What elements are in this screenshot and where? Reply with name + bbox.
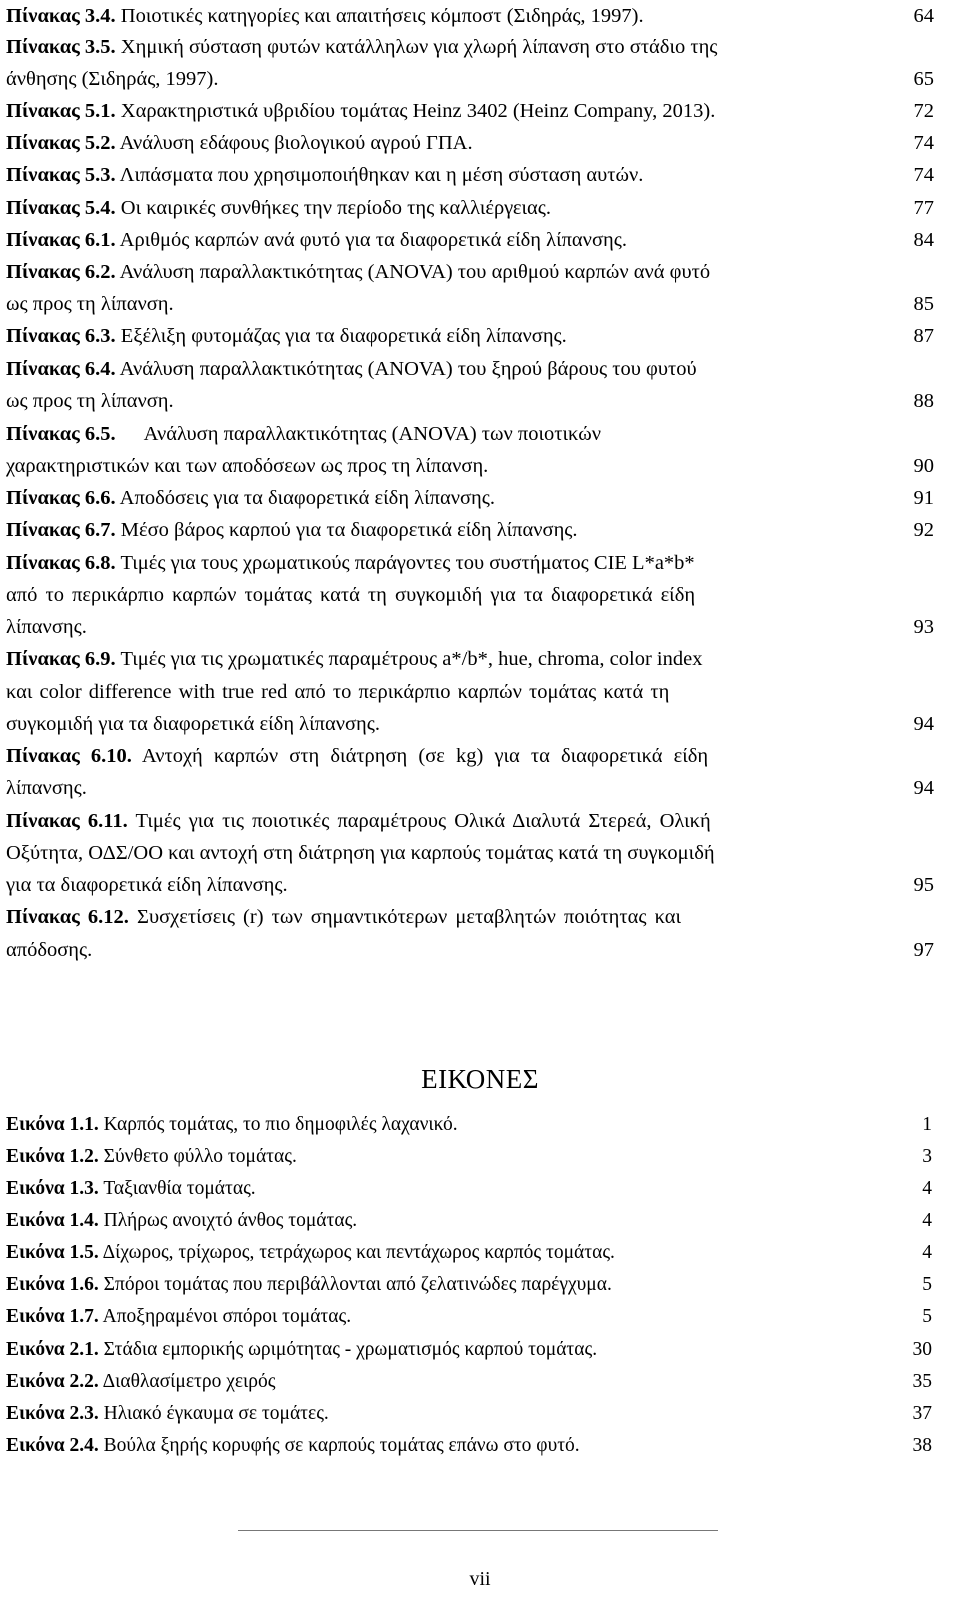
entry-label: Πίνακας 5.3. <box>6 164 116 186</box>
entry-title: Αντοχή καρπών στη διάτρηση (σε kg) για τα διαφορετικά είδη <box>141 745 709 767</box>
entry-title: Ανάλυση εδάφους βιολογικού αγρού ΓΠΑ. <box>119 132 473 154</box>
page-ref: 1 <box>922 1114 932 1135</box>
toc-entry-continuation <box>0 869 960 901</box>
entry-label: Εικόνα 1.4. <box>6 1210 99 1231</box>
toc-entry-continuation <box>0 676 960 708</box>
toc-entry[interactable] <box>0 1398 960 1430</box>
entry-label: Πίνακας 6.2. <box>6 261 116 283</box>
toc-entry[interactable] <box>0 1205 960 1237</box>
page-ref: 38 <box>912 1435 932 1456</box>
page-ref: 84 <box>913 229 934 251</box>
entry-title: Σύνθετο φύλλο τομάτας. <box>103 1146 297 1167</box>
toc-entry-continuation <box>0 450 960 482</box>
entry-label: Πίνακας 6.1. <box>6 229 116 251</box>
toc-entry[interactable] <box>0 1109 960 1141</box>
entry-title: Οι καιρικές συνθήκες την περίοδο της καλλιέργειας. <box>120 197 551 219</box>
entry-title: Στάδια εμπορικής ωριμότητας - χρωματισμός καρπού τομάτας. <box>103 1339 598 1360</box>
toc-entry[interactable] <box>0 127 960 159</box>
toc-entry-continuation <box>0 63 960 95</box>
entry-title-cont: Οξύτητα, ΟΔΣ/ΟΟ και αντοχή στη διάτρηση για καρπούς τομάτας κατά τη συγκομιδή <box>6 842 715 864</box>
entry-title: Χαρακτηριστικά υβριδίου τομάτας Heinz 3402 (Heinz Company, 2013). <box>120 100 716 122</box>
toc-entry[interactable] <box>0 514 960 546</box>
toc-entry-continuation <box>0 611 960 643</box>
toc-entry[interactable] <box>0 740 960 772</box>
toc-entry[interactable] <box>0 224 960 256</box>
entry-label: Πίνακας 6.7. <box>6 519 116 541</box>
toc-entry-continuation <box>0 708 960 740</box>
entry-title-cont: από το περικάρπιο καρπών τομάτας κατά τη συγκομιδή για τα διαφορετικά είδη <box>6 584 696 606</box>
toc-entry[interactable] <box>0 1173 960 1205</box>
entry-title-cont: ως προς τη λίπανση. <box>6 390 174 412</box>
entry-title-cont: απόδοσης. <box>6 939 93 961</box>
toc-entry[interactable] <box>0 256 960 288</box>
entry-label: Πίνακας 6.4. <box>6 358 116 380</box>
entry-label: Εικόνα 1.3. <box>6 1178 99 1199</box>
page-ref: 94 <box>913 777 934 799</box>
entry-title: Δίχωρος, τρίχωρος, τετράχωρος και πεντάχωρος καρπός τομάτας. <box>102 1242 615 1263</box>
entry-title-cont: λίπανσης. <box>6 616 87 638</box>
entry-title-cont: χαρακτηριστικών και των αποδόσεων ως προς τη λίπανση. <box>6 455 489 477</box>
page-ref: 74 <box>913 164 934 186</box>
entry-title: Λιπάσματα που χρησιμοποιήθηκαν και η μέση σύσταση αυτών. <box>119 164 644 186</box>
toc-entry[interactable] <box>0 353 960 385</box>
toc-entry-continuation <box>0 385 960 417</box>
toc-entry[interactable] <box>0 901 960 933</box>
toc-entry[interactable] <box>0 1430 960 1462</box>
toc-entry[interactable] <box>0 95 960 127</box>
toc-entry[interactable] <box>0 1366 960 1398</box>
entry-title: Ανάλυση παραλλακτικότητας (ANOVA) του ξηρού βάρους του φυτού <box>119 358 697 380</box>
page-ref: 5 <box>922 1274 932 1295</box>
entry-title: Ταξιανθία τομάτας. <box>103 1178 256 1199</box>
toc-entry-continuation <box>0 837 960 869</box>
entry-label: Πίνακας 5.1. <box>6 100 116 122</box>
toc-entry[interactable] <box>0 482 960 514</box>
toc-entry[interactable] <box>0 418 960 450</box>
toc-entry-continuation <box>0 288 960 320</box>
page-ref: 94 <box>913 713 934 735</box>
entry-label: Εικόνα 1.7. <box>6 1306 99 1327</box>
toc-entry-continuation <box>0 772 960 804</box>
section-heading-figures: ΕΙΚΟΝΕΣ <box>421 1064 539 1094</box>
page-number: vii <box>469 1568 491 1590</box>
toc-entry[interactable] <box>0 192 960 224</box>
toc-entry-continuation <box>0 934 960 966</box>
entry-title: Βούλα ξηρής κορυφής σε καρπούς τομάτας επάνω στο φυτό. <box>103 1435 580 1456</box>
entry-label: Εικόνα 2.1. <box>6 1339 99 1360</box>
entry-label: Πίνακας 5.2. <box>6 132 116 154</box>
page-ref: 5 <box>922 1306 932 1327</box>
entry-title: Καρπός τομάτας, το πιο δημοφιλές λαχανικό. <box>103 1114 458 1135</box>
entry-label: Εικόνα 2.2. <box>6 1371 99 1392</box>
entry-label: Πίνακας 6.10. <box>6 745 132 767</box>
toc-entry[interactable] <box>0 1301 960 1333</box>
page-ref: 74 <box>913 132 934 154</box>
page-ref: 77 <box>913 197 934 219</box>
toc-entry[interactable] <box>0 0 960 32</box>
toc-entry[interactable] <box>0 1269 960 1301</box>
entry-title: Εξέλιξη φυτομάζας για τα διαφορετικά είδη λίπανσης. <box>120 325 567 347</box>
page-ref: 65 <box>913 68 934 90</box>
toc-entry-continuation <box>0 579 960 611</box>
entry-label: Εικόνα 1.6. <box>6 1274 99 1295</box>
entry-title-cont: άνθησης (Σιδηράς, 1997). <box>6 68 219 90</box>
entry-title: Πλήρως ανοιχτό άνθος τομάτας. <box>103 1210 358 1231</box>
entry-title: Τιμές για τις ποιοτικές παραμέτρους Ολικά Διαλυτά Στερεά, Ολική <box>135 810 711 832</box>
entry-label: Εικόνα 1.2. <box>6 1146 99 1167</box>
entry-title: Τιμές για τους χρωματικούς παράγοντες του συστήματος CIE L*a*b* <box>120 552 695 574</box>
entry-title: Μέσο βάρος καρπού για τα διαφορετικά είδη λίπανσης. <box>120 519 578 541</box>
page-ref: 95 <box>913 874 934 896</box>
entry-title: Τιμές για τις χρωματικές παραμέτρους a*/b*, hue, chroma, color index <box>120 648 703 670</box>
page-ref: 30 <box>912 1339 932 1360</box>
toc-entry[interactable] <box>0 31 960 63</box>
entry-label: Πίνακας 6.9. <box>6 648 116 670</box>
entry-title: Αποδόσεις για τα διαφορετικά είδη λίπανσης. <box>119 487 496 509</box>
page-ref: 35 <box>912 1371 932 1392</box>
entry-title: Αριθμός καρπών ανά φυτό για τα διαφορετικά είδη λίπανσης. <box>119 229 627 251</box>
entry-label: Εικόνα 2.3. <box>6 1403 99 1424</box>
entry-title-cont: και color difference with true red από το περικάρπιο καρπών τομάτας κατά τη <box>6 681 670 703</box>
toc-entry[interactable] <box>0 805 960 837</box>
entry-title: Ηλιακό έγκαυμα σε τομάτες. <box>103 1403 329 1424</box>
page-ref: 87 <box>913 325 934 347</box>
entry-title: Ποιοτικές κατηγορίες και απαιτήσεις κόμποστ (Σιδηράς, 1997). <box>120 5 644 27</box>
page-ref: 4 <box>922 1242 932 1263</box>
entry-title: Διαθλασίμετρο χειρός <box>102 1371 276 1392</box>
page-ref: 85 <box>913 293 934 315</box>
entry-label: Εικόνα 2.4. <box>6 1435 99 1456</box>
entry-label: Πίνακας 6.5. <box>6 423 116 445</box>
page-ref: 64 <box>913 5 934 27</box>
footer-divider <box>238 1530 718 1531</box>
entry-title: Αποξηραμένοι σπόροι τομάτας. <box>102 1306 352 1327</box>
toc-entry[interactable] <box>0 1141 960 1173</box>
page-ref: 88 <box>913 390 934 412</box>
entry-label: Πίνακας 6.11. <box>6 810 128 832</box>
entry-label: Εικόνα 1.5. <box>6 1242 99 1263</box>
page-ref: 92 <box>913 519 934 541</box>
entry-title: Ανάλυση παραλλακτικότητας (ANOVA) των ποιοτικών <box>143 423 601 445</box>
toc-entry[interactable] <box>0 643 960 675</box>
toc-entry[interactable] <box>0 320 960 352</box>
entry-title: Χημική σύσταση φυτών κατάλληλων για χλωρή λίπανση στο στάδιο της <box>120 36 718 58</box>
page-ref: 72 <box>913 100 934 122</box>
toc-entry[interactable] <box>0 547 960 579</box>
page-ref: 4 <box>922 1210 932 1231</box>
entry-label: Πίνακας 3.4. <box>6 5 116 27</box>
entry-label: Πίνακας 6.8. <box>6 552 116 574</box>
entry-title-cont: λίπανσης. <box>6 777 87 799</box>
entry-title-cont: ως προς τη λίπανση. <box>6 293 174 315</box>
toc-entry[interactable] <box>0 1237 960 1269</box>
page-ref: 90 <box>913 455 934 477</box>
toc-entry[interactable] <box>0 159 960 191</box>
toc-entry[interactable] <box>0 1334 960 1366</box>
entry-label: Πίνακας 3.5. <box>6 36 116 58</box>
entry-title: Ανάλυση παραλλακτικότητας (ANOVA) του αριθμού καρπών ανά φυτό <box>119 261 711 283</box>
entry-label: Πίνακας 6.12. <box>6 906 129 928</box>
entry-title: Σπόροι τομάτας που περιβάλλονται από ζελατινώδες παρέγχυμα. <box>103 1274 612 1295</box>
page-ref: 3 <box>922 1146 932 1167</box>
entry-title: Συσχετίσεις (r) των σημαντικότερων μεταβλητών ποιότητας και <box>137 906 681 928</box>
entry-label: Πίνακας 6.6. <box>6 487 116 509</box>
entry-label: Πίνακας 5.4. <box>6 197 116 219</box>
entry-label: Εικόνα 1.1. <box>6 1114 99 1135</box>
entry-label: Πίνακας 6.3. <box>6 325 116 347</box>
page-ref: 97 <box>913 939 934 961</box>
entry-title-cont: για τα διαφορετικά είδη λίπανσης. <box>6 874 288 896</box>
page-ref: 4 <box>922 1178 932 1199</box>
page-ref: 37 <box>912 1403 932 1424</box>
entry-title-cont: συγκομιδή για τα διαφορετικά είδη λίπανσης. <box>6 713 381 735</box>
page-ref: 91 <box>913 487 934 509</box>
page-ref: 93 <box>913 616 934 638</box>
